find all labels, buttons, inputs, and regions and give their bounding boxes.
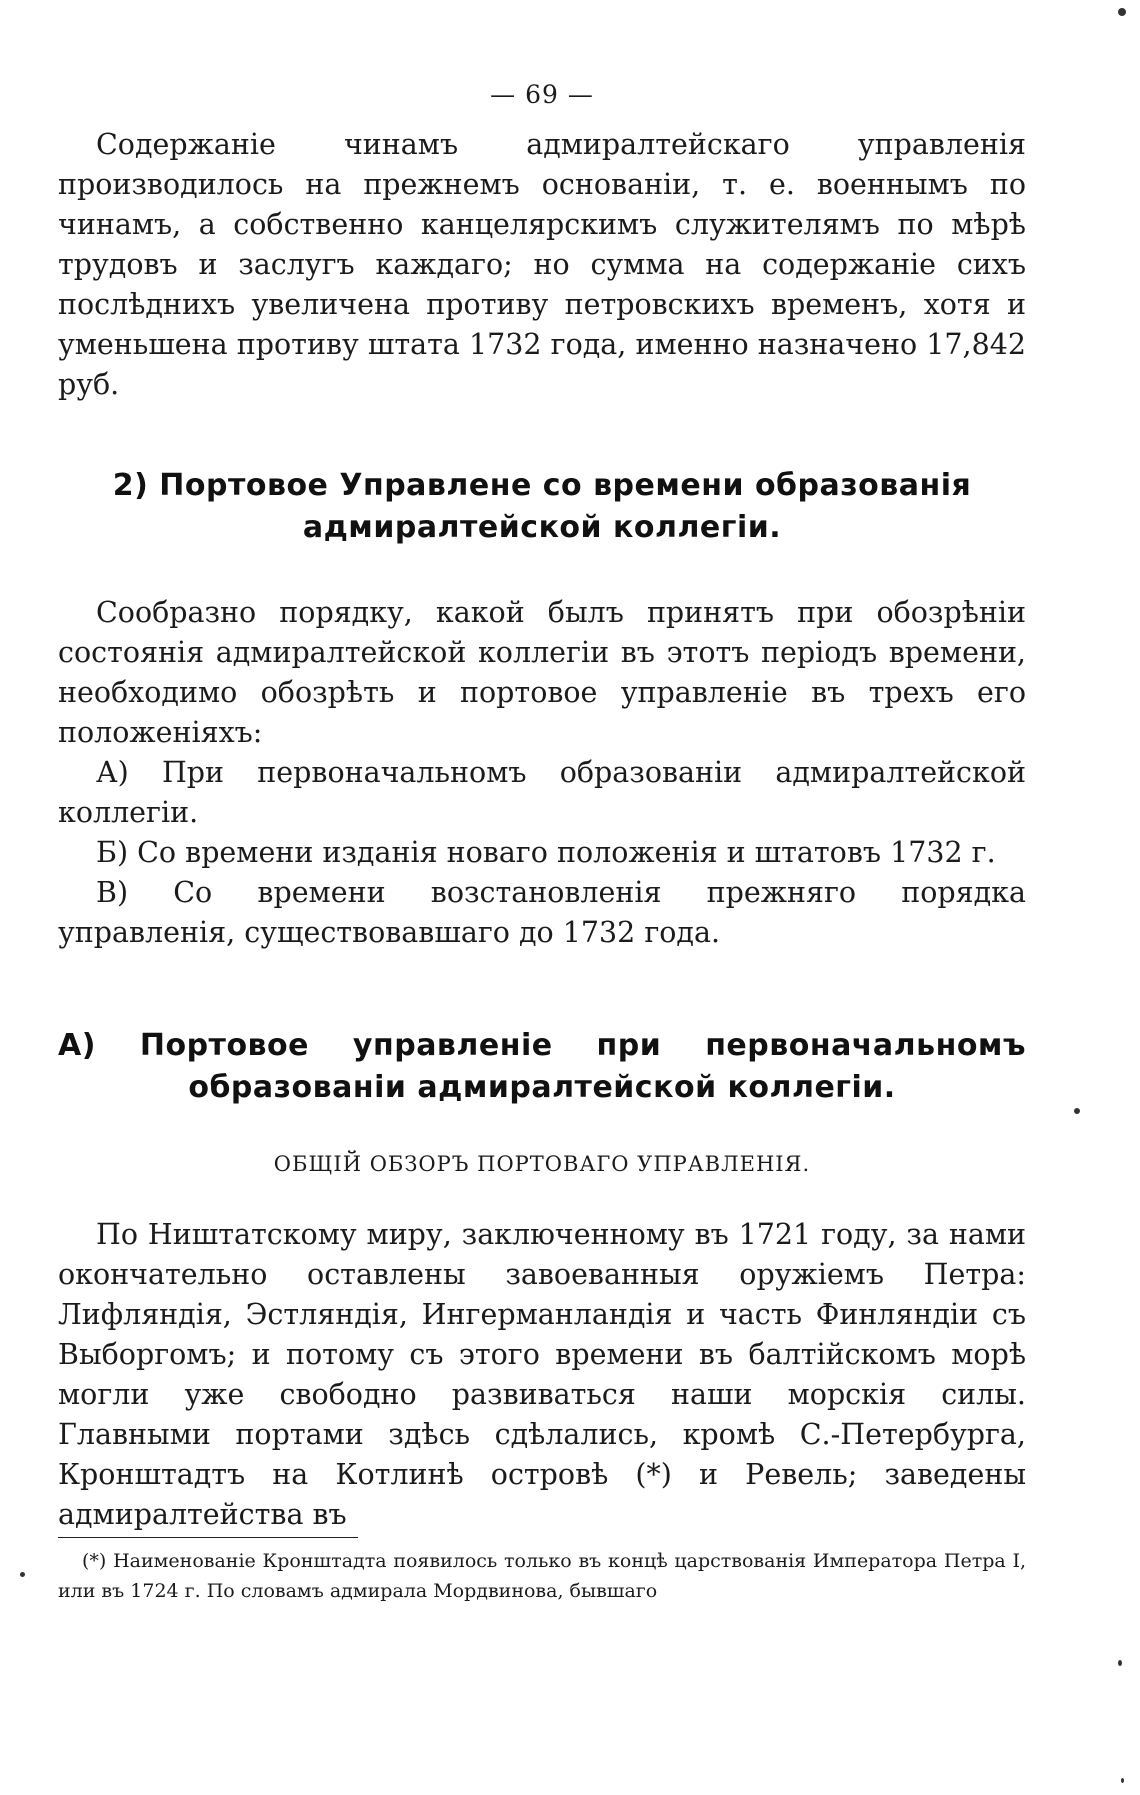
speck [1118,8,1126,16]
section-a-subheading: ОБЩІЙ ОБЗОРЪ ПОРТОВАГО УПРАВЛЕНІЯ. [273,1152,811,1176]
speck [20,1572,25,1577]
list-item-a: А) При первоначальномъ образованіи адмиралтейской коллегіи. [58,756,1026,829]
section-2-paragraph: Сообразно порядку, какой былъ принятъ при обозрѣніи состоянія адмиралтейской коллегіи въ этотъ періодъ времени, необходимо обозрѣть и портовое управленіе въ трехъ его положеніяхъ: [58,596,1026,749]
speck [1118,1660,1122,1666]
list-item-v: В) Со времени возстановленія прежняго порядка управленія, существовавшаго до 1732 года. [58,876,1026,949]
section-a-heading: А) Портовое управленіе при первоначальномъ образованіи адмиралтейской коллегіи. [58,1028,1026,1105]
intro-paragraph: Содержаніе чинамъ адмиралтейскаго управленія производилось на прежнемъ основаніи, т. е. военнымъ по чинамъ, а собственно канцелярскимъ служителямъ по мѣрѣ трудовъ и заслугъ каждаго; но сумма на содержаніе сихъ послѣднихъ увеличена противу петровскихъ временъ, хотя и уменьшена противу штата 1732 года, именно назначено 17,842 руб. [58,128,1026,401]
footnote-divider [58,1537,358,1538]
list-item-b: Б) Со времени изданія новаго положенія и штатовъ 1732 г. [96,836,996,869]
book-page [58,80,1026,1606]
section-2-heading: 2) Портовое Управлене со времени образованія адмиралтейской коллегіи. [112,468,972,545]
speck [1121,1778,1124,1783]
footnote: (*) Наименованіе Кронштадта появилось только въ концѣ царствованія Императора Петра I, или въ 1724 г. По словамъ адмирала Мордвинова, бывшаго [58,1550,1026,1602]
page-number: — 69 — [490,80,594,109]
section-a-paragraph: По Ништатскому миру, заключенному въ 1721 году, за нами окончательно оставлены завоеванныя оружіемъ Петра: Лифляндія, Эстляндія, Ингерманландія и часть Финляндіи съ Выборгомъ; и потому съ этого времени въ балтійскомъ морѣ могли уже свободно развиваться наши морскія силы. Главными портами здѣсь сдѣлались, кромѣ С.-Петербурга, Кронштадтъ на Котлинѣ островѣ (*) и Ревель; заведены адмиралтейства въ [58,1218,1026,1531]
speck [1074,1108,1080,1114]
